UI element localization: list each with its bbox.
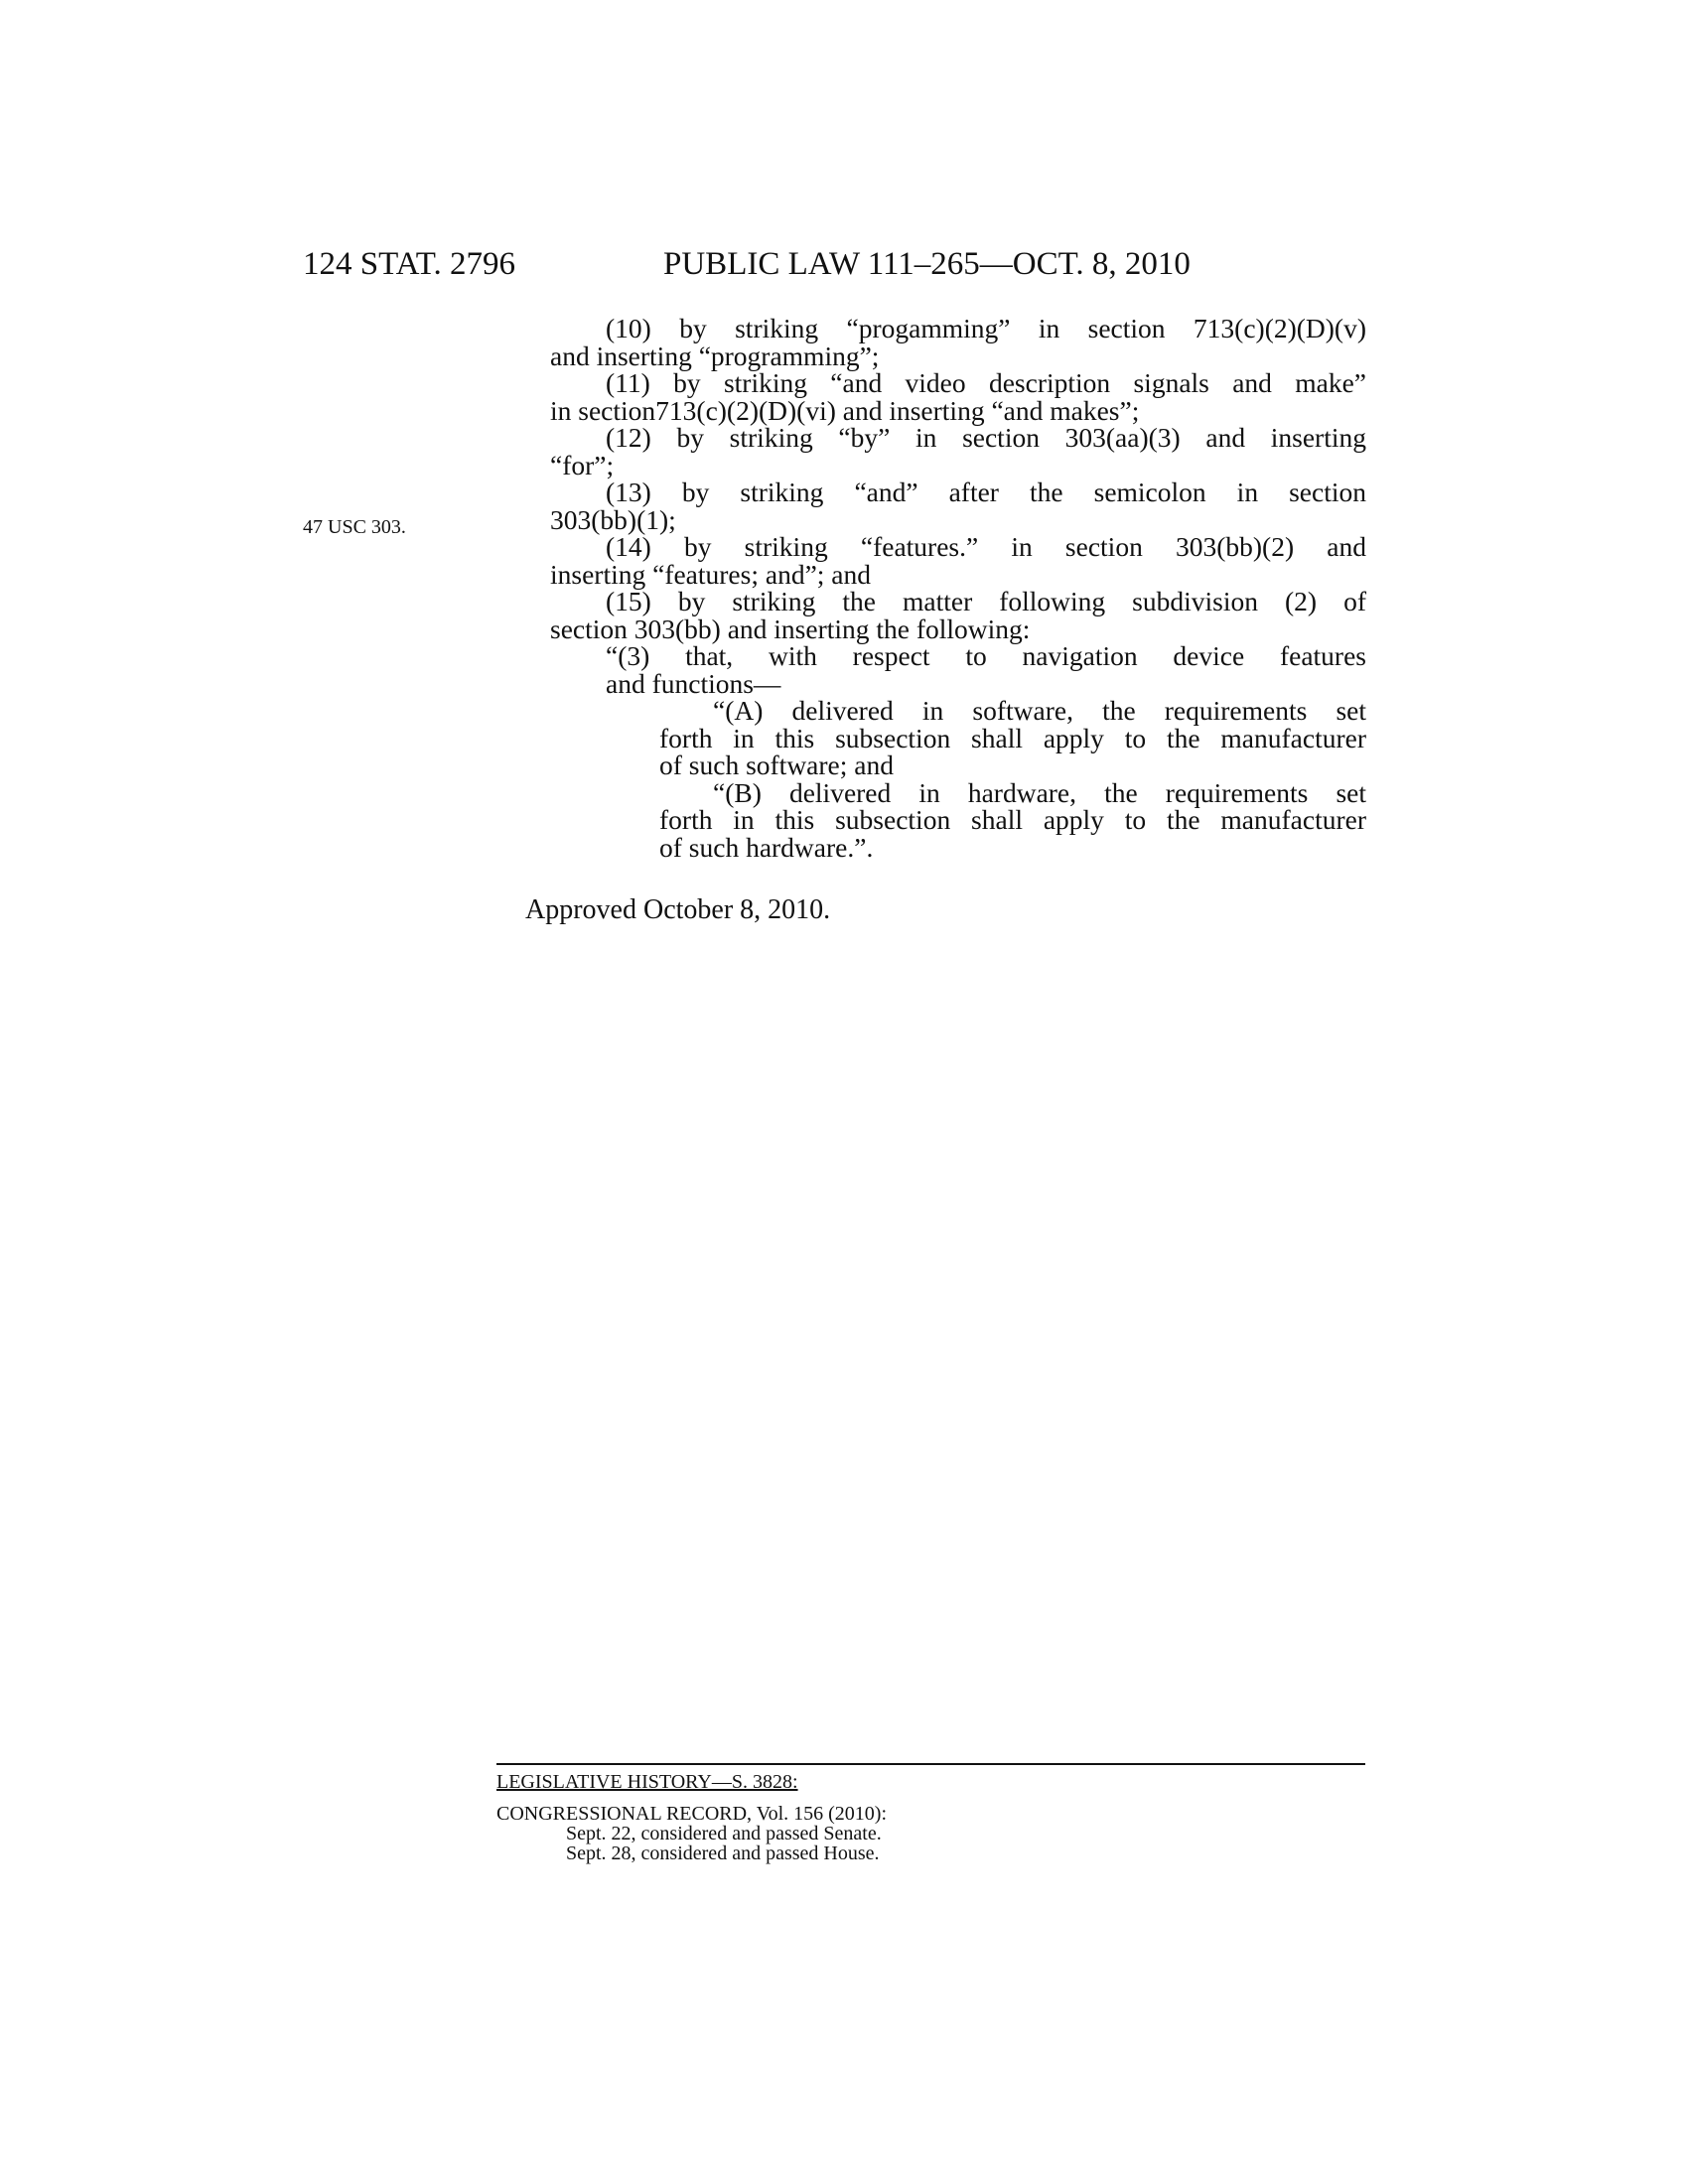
amendment-15-line-1: (15) by striking the matter following subdivision (2) of — [606, 586, 1366, 616]
amendment-10-line-2: and inserting “programming”; — [550, 340, 880, 371]
quoted-subparagraph-b-line-3: of such hardware.”. — [659, 831, 874, 863]
amendment-10-line-1: (10) by striking “progamming” in section 713(c)(2)(D)(v) — [606, 313, 1366, 343]
amendment-13-line-1: (13) by striking “and” after the semicolon in section — [606, 477, 1366, 507]
quoted-subparagraph-b-line-1: “(B) delivered in hardware, the requirements set — [713, 776, 1366, 808]
amendment-11-line-2: in section713(c)(2)(D)(vi) and inserting “and makes”; — [550, 394, 1140, 426]
quoted-subparagraph-b — [659, 776, 1366, 863]
quoted-subparagraph-a — [659, 697, 1366, 779]
page-stat-reference: 124 STAT. 2796 — [303, 246, 516, 282]
congressional-record-reference: CONGRESSIONAL RECORD, Vol. 156 (2010): — [496, 1803, 887, 1825]
amendment-15 — [550, 588, 1366, 642]
quoted-paragraph-3 — [606, 642, 1366, 697]
amendment-12-line-1: (12) by striking “by” in section 303(aa)(3) and inserting — [606, 422, 1366, 453]
amendment-15-line-2: section 303(bb) and inserting the following: — [550, 613, 1031, 644]
amendment-list — [550, 315, 1366, 861]
amendment-10 — [550, 315, 1366, 369]
amendment-14-line-1: (14) by striking “features.” in section 303(bb)(2) and — [606, 531, 1366, 562]
legislative-history-title: LEGISLATIVE HISTORY—S. 3828: — [496, 1771, 798, 1793]
margin-note: 47 USC 303. — [303, 516, 406, 538]
quoted-paragraph-3-line-2: and functions— — [606, 667, 781, 699]
amendment-13 — [550, 478, 1366, 533]
quoted-paragraph-3-line-1: “(3) that, with respect to navigation device features — [606, 640, 1366, 671]
quoted-subparagraph-b-line-2: forth in this subsection shall apply to the manufacturer — [659, 804, 1366, 835]
quoted-subparagraph-a-line-1: “(A) delivered in software, the requirements set — [713, 695, 1366, 726]
legislative-history-item: Sept. 22, considered and passed Senate. — [566, 1823, 882, 1844]
amendment-13-line-2: 303(bb)(1); — [550, 503, 676, 535]
quoted-subparagraph-a-line-2: forth in this subsection shall apply to the manufacturer — [659, 722, 1366, 753]
legislative-history-item: Sept. 28, considered and passed House. — [566, 1843, 880, 1864]
amendment-14 — [550, 533, 1366, 588]
amendment-11 — [550, 369, 1366, 424]
quoted-subparagraph-a-line-3: of such software; and — [659, 750, 894, 780]
amendment-12 — [550, 424, 1366, 478]
legislative-history — [496, 1763, 1365, 1863]
amendment-12-line-2: “for”; — [550, 449, 615, 480]
page-title: PUBLIC LAW 111–265—OCT. 8, 2010 — [663, 246, 1191, 282]
legislative-history-divider — [496, 1763, 1365, 1765]
amendment-14-line-2: inserting “features; and”; and — [550, 558, 871, 590]
approval-date: Approved October 8, 2010. — [525, 894, 831, 925]
amendment-11-line-1: (11) by striking “and video description signals and make” — [606, 367, 1366, 398]
